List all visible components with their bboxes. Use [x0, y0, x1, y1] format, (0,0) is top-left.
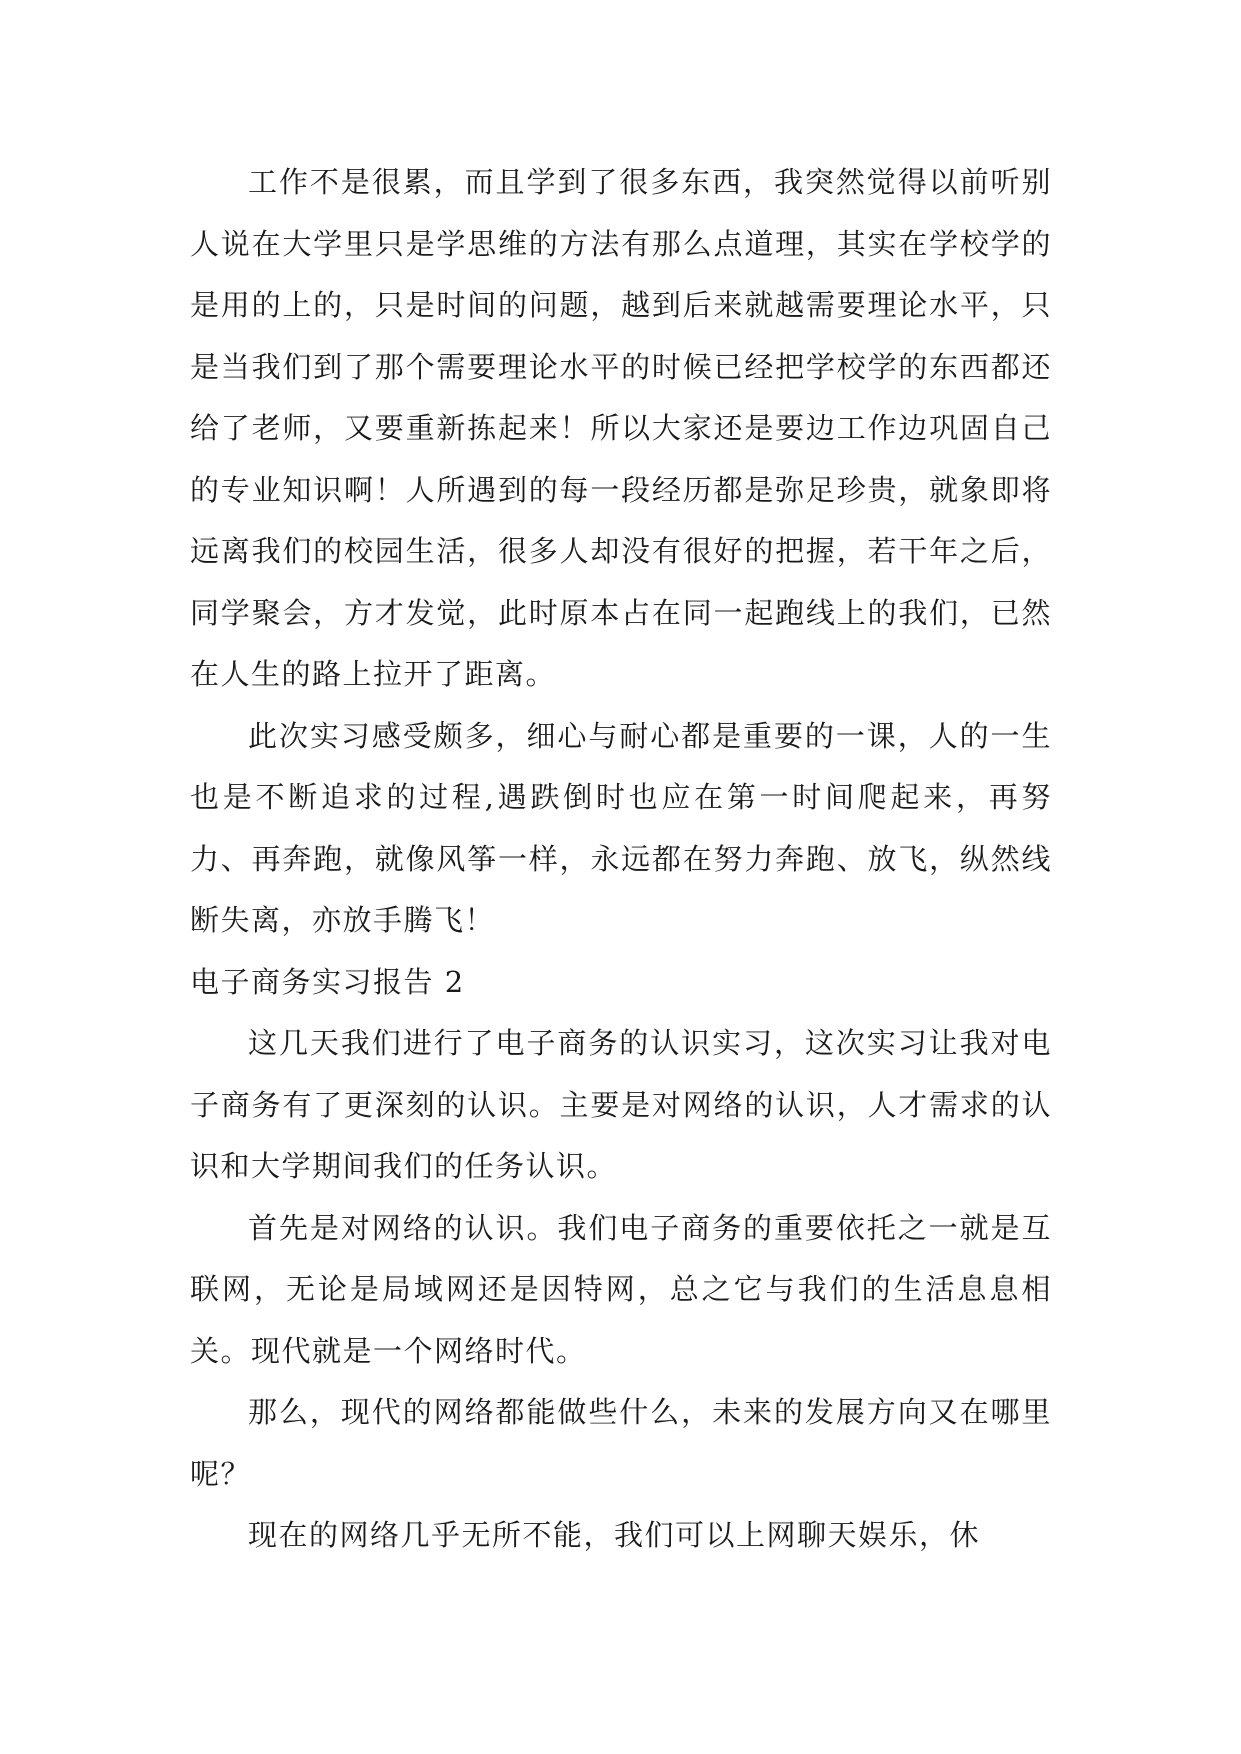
document-body [190, 152, 1052, 1567]
paragraph-network-capabilities: 现在的网络几乎无所不能，我们可以上网聊天娱乐，休 [248, 1518, 981, 1552]
section-heading: 电子商务实习报告 2 [190, 964, 465, 999]
paragraph-network-understanding: 首先是对网络的认识。我们电子商务的重要依托之一就是互联网，无论是局域网还是因特网，总之它与我们的生活息息相关。现代就是一个网络时代。 [190, 1210, 1052, 1368]
paragraph-network-question: 那么，现代的网络都能做些什么，未来的发展方向又在哪里呢？ [190, 1395, 1052, 1491]
paragraph-internship-feelings: 此次实习感受颇多，细心与耐心都是重要的一课，人的一生也是不断追求的过程,遇跌倒时也应在第一时间爬起来，再努力、再奔跑，就像风筝一样，永远都在努力奔跑、放飞，纵然线断失离，亦放手腾飞！ [190, 718, 1052, 937]
paragraph-work-reflection: 工作不是很累，而且学到了很多东西，我突然觉得以前听别人说在大学里只是学思维的方法有那么点道理，其实在学校学的是用的上的，只是时间的问题，越到后来就越需要理论水平，只是当我们到了那个需要理论水平的时候已经把学校学的东西都还给了老师，又要重新拣起来！所以大家还是要边工作边巩固自己的专业知识啊！人所遇到的每一段经历都是弥足珍贵，就象即将远离我们的校园生活，很多人却没有很好的把握，若干年之后，同学聚会，方才发觉，此时原本占在同一起跑线上的我们，已然在人生的路上拉开了距离。 [190, 165, 1052, 691]
paragraph-intro: 这几天我们进行了电子商务的认识实习，这次实习让我对电子商务有了更深刻的认识。主要是对网络的认识，人才需求的认识和大学期间我们的任务认识。 [190, 1026, 1052, 1183]
